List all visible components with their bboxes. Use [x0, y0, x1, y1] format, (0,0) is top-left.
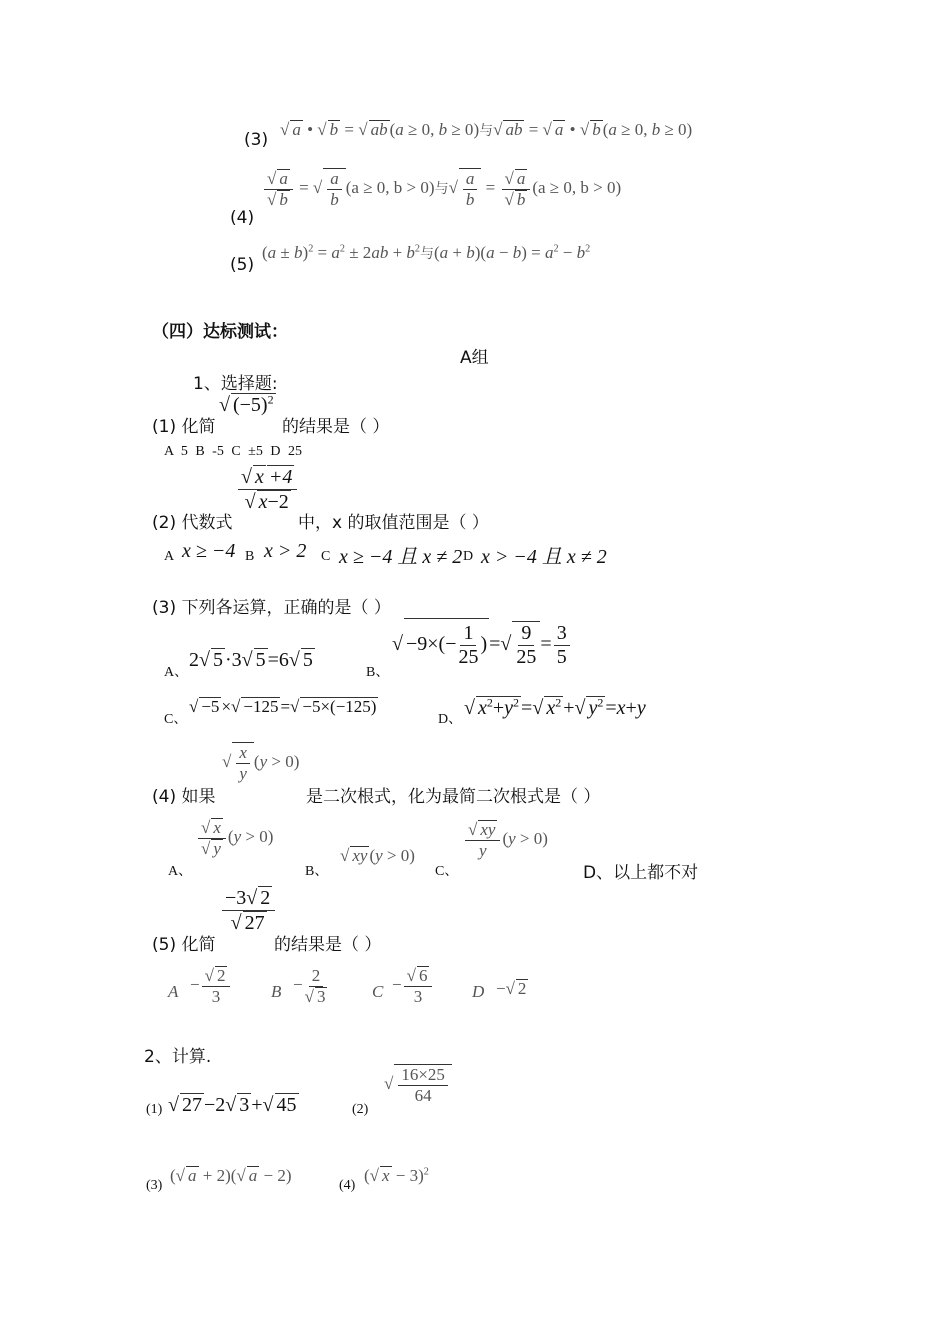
q1-p1-radical: √ $(-5)^2$: [219, 392, 274, 416]
q2-title: 2、计算.: [144, 1047, 212, 1067]
formula-5-expression: $(a \pm b)^2 = a^2 \pm 2ab + b^2$与$(a + b)(a - b) = a^2 - b^2$: [262, 243, 591, 262]
q1-p5-optD-letter: D: [472, 982, 485, 1001]
q1-p2-tail: 中，x 的取值范围是（ ）: [298, 513, 489, 533]
q1-p3-optA-letter: A、: [164, 665, 189, 680]
formula-4-expression: $\frac{√ a}{√ b}$ = √ $\frac{a}{b}$ (a ≥ 0, b > 0)与√ $\frac{a}{b}$ = $\frac{√ a}{√ b}$ (a ≥ 0, b > 0): [262, 168, 621, 209]
q1-p4-optC: $\frac{√ xy}{y}$ (y > 0): [463, 820, 548, 860]
q1-p3-label: (3) 下列各运算，正确的是（ ）: [152, 598, 391, 618]
q1-p1-label: (1) 化简: [152, 417, 216, 437]
q1-p5-optB-letter: B: [271, 982, 282, 1001]
q2-c4-expr: (√ x − 3)$^2$: [364, 1166, 429, 1185]
q1-p2-optB-letter: B: [245, 549, 255, 564]
q1-p4-optA-letter: A、: [168, 864, 193, 879]
q1-p5-tail: 的结果是（ ）: [274, 935, 382, 955]
q1-p2-optB: x > 2: [264, 540, 307, 562]
q2-c1-expr: √ 27 −2√ 3 +√ 45: [168, 1094, 297, 1116]
q1-p2-optD: x > −4 且 x ≠ 2: [481, 546, 607, 568]
q1-p5-optD: −√ 2: [496, 979, 527, 998]
q1-p2-optC: x ≥ −4 且 x ≠ 2: [339, 546, 463, 568]
q1-p4-label: (4) 如果: [152, 787, 216, 807]
q2-c3-expr: (√ a + 2)(√ a − 2): [170, 1166, 292, 1185]
q1-p2-label: (2) 代数式: [152, 513, 233, 533]
q1-p4-optA: $\frac{√ x}{√ y}$ (y > 0): [196, 818, 273, 858]
q1-p4-optB: √ xy (y > 0): [340, 846, 415, 865]
q1-p4-tail: 是二次根式，化为最简二次根式是（ ）: [306, 787, 601, 807]
q1-p3-optA: 2√ 5 ·3√ 5 =6√ 5: [189, 649, 313, 671]
q1-p1-tail: 的结果是（ ）: [282, 417, 390, 437]
q1-p5-optB: − $\frac{2}{√ 3}$: [293, 966, 326, 1006]
q1-p4-radical: √ $\frac{x}{y}$ (y > 0): [222, 743, 300, 783]
q1-p4-optC-letter: C、: [435, 864, 459, 879]
q1-p3-optB: √ −9×(− $\frac{1}{25}$ ) =√ $\frac{9}{25}$ = $\frac{3}{5}$: [392, 618, 572, 669]
q1-p5-fraction: $\frac{-3√ 2}{√ 27}$: [220, 886, 277, 935]
q1-p3-optD: √ $x^2+y^2$ =√ $x^2$ +√ $y^2 =x+y$: [464, 695, 646, 719]
q1-p3-optB-letter: B、: [366, 665, 390, 680]
q1-p5-optA: − $\frac{√ 2}{3}$: [190, 966, 232, 1006]
q1-p2-optC-letter: C: [321, 549, 331, 564]
formula-4-right-cond: (a ≥ 0, b > 0): [532, 177, 622, 197]
q1-p2-optD-letter: D: [463, 549, 474, 564]
q2-c3-label: (3): [146, 1178, 163, 1193]
section-heading: （四）达标测试：: [152, 322, 288, 342]
q1-p4-optB-letter: B、: [305, 864, 329, 879]
formula-3-label: (3): [244, 130, 269, 150]
q1-p5-optC: − $\frac{√ 6}{3}$: [392, 966, 434, 1006]
q1-p2-fraction: $\frac{√ x +4}{√ x-2}$: [236, 465, 299, 514]
q1-p3-optD-letter: D、: [438, 712, 463, 727]
q2-c2-label: (2): [352, 1102, 369, 1117]
q1-p3-optC: √ −5 ×√ −125 =√ −5×(−125): [189, 697, 377, 716]
q2-c1-label: (1): [146, 1102, 163, 1117]
q1-p2-optA-letter: A: [164, 549, 175, 564]
q1-title: 1、选择题:: [193, 374, 278, 394]
q1-p3-optC-letter: C、: [164, 712, 188, 727]
q1-p5-label: (5) 化简: [152, 935, 216, 955]
q2-c2-expr: √ $\frac{16\times 25}{64}$: [384, 1064, 452, 1105]
q1-p4-optD: D、以上都不对: [583, 863, 699, 883]
q1-p1-options: A 5 B -5 C ±5 D 25: [164, 444, 302, 459]
formula-3-expression: √ a • √ b = √ ab (a ≥ 0, b ≥ 0)与√ ab = √ a • √ b (a ≥ 0, b ≥ 0): [280, 120, 693, 139]
formula-5-label: (5): [230, 255, 255, 275]
formula-4-label: (4): [230, 208, 255, 228]
group-title: A组: [460, 348, 489, 368]
q1-p5-optC-letter: C: [372, 982, 384, 1001]
formula-4-yu: 与: [434, 180, 449, 197]
q2-c4-label: (4): [339, 1178, 356, 1193]
q1-p5-optA-letter: A: [168, 982, 179, 1001]
formula-4-left-cond: (a ≥ 0, b > 0): [345, 177, 435, 197]
q1-p2-optA: x ≥ −4: [182, 540, 236, 562]
